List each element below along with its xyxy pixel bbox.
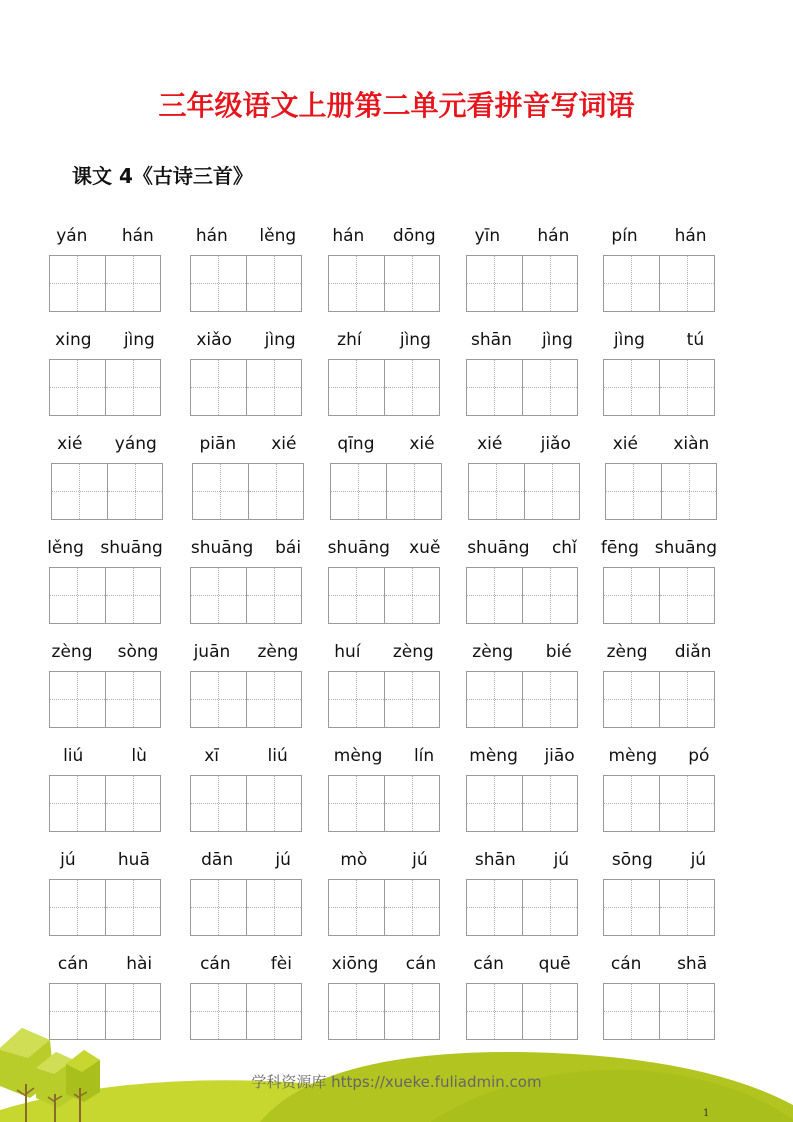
- word-item: [466, 849, 578, 939]
- writing-grid[interactable]: [466, 879, 578, 936]
- pinyin-label: [456, 849, 588, 871]
- word-item: [603, 641, 715, 731]
- pinyin-syllable: cán: [200, 954, 231, 974]
- word-item: [603, 329, 715, 419]
- writing-grid[interactable]: [466, 567, 578, 624]
- pinyin-syllable: shān: [474, 850, 516, 870]
- word-item: [190, 329, 302, 419]
- pinyin-syllable: xuě: [409, 538, 441, 558]
- writing-cell[interactable]: [661, 464, 716, 519]
- pinyin-syllable: zèng: [606, 642, 648, 662]
- writing-cell[interactable]: [384, 672, 439, 727]
- writing-cell[interactable]: [105, 776, 160, 831]
- writing-cell[interactable]: [384, 568, 439, 623]
- pinyin-label: [39, 225, 171, 247]
- pinyin-syllable: yáng: [114, 434, 157, 454]
- pinyin-syllable: fēng: [600, 538, 639, 558]
- pinyin-syllable: tú: [686, 330, 705, 350]
- writing-grid[interactable]: [468, 463, 580, 520]
- pinyin-syllable: hán: [332, 226, 365, 246]
- writing-cell[interactable]: [329, 776, 384, 831]
- pinyin-syllable: liú: [267, 746, 288, 766]
- word-item: [49, 745, 161, 835]
- word-item: [603, 849, 715, 939]
- writing-grid[interactable]: [466, 255, 578, 312]
- word-item: [603, 745, 715, 835]
- word-item: [328, 745, 440, 835]
- writing-cell[interactable]: [469, 464, 524, 519]
- pinyin-label: [180, 225, 312, 247]
- word-item: [328, 225, 440, 315]
- word-item: [51, 433, 163, 523]
- pinyin-syllable: mèng: [469, 746, 518, 766]
- pinyin-syllable: shuāng: [327, 538, 390, 558]
- pinyin-syllable: quē: [538, 954, 571, 974]
- pinyin-syllable: lín: [413, 746, 435, 766]
- word-item: [49, 225, 161, 315]
- pinyin-syllable: shuāng: [190, 538, 254, 558]
- writing-grid[interactable]: [330, 463, 442, 520]
- pinyin-syllable: xiǎo: [196, 330, 232, 350]
- writing-grid[interactable]: [603, 567, 715, 624]
- writing-cell[interactable]: [191, 360, 246, 415]
- writing-cell[interactable]: [659, 256, 714, 311]
- pinyin-label: [456, 537, 588, 559]
- pinyin-label: [180, 745, 312, 767]
- word-item: [190, 225, 302, 315]
- pinyin-syllable: shuāng: [467, 538, 530, 558]
- page-title: 三年级语文上册第二单元看拼音写词语: [158, 89, 635, 122]
- pinyin-label: [180, 953, 312, 975]
- pinyin-syllable: lù: [131, 746, 147, 766]
- pinyin-syllable: piān: [199, 434, 237, 454]
- pinyin-label: [39, 849, 171, 871]
- writing-cell[interactable]: [191, 568, 246, 623]
- writing-grid[interactable]: [328, 359, 440, 416]
- writing-cell[interactable]: [105, 360, 160, 415]
- writing-cell[interactable]: [329, 880, 384, 935]
- pinyin-syllable: hán: [537, 226, 570, 246]
- pinyin-label: [39, 537, 171, 559]
- writing-cell[interactable]: [659, 360, 714, 415]
- pinyin-label: [320, 433, 452, 455]
- pinyin-label: [318, 329, 450, 351]
- pinyin-label: [180, 537, 312, 559]
- writing-grid[interactable]: [466, 671, 578, 728]
- lesson-heading: 课文 4《古诗三首》: [72, 164, 253, 188]
- pinyin-label: [180, 329, 312, 351]
- word-item: [49, 849, 161, 939]
- writing-cell[interactable]: [246, 880, 301, 935]
- word-item: [49, 537, 161, 627]
- word-item: [190, 537, 302, 627]
- word-item: [328, 641, 440, 731]
- word-item: [466, 537, 578, 627]
- writing-grid[interactable]: [603, 255, 715, 312]
- pinyin-syllable: fèi: [270, 954, 292, 974]
- writing-grid[interactable]: [603, 671, 715, 728]
- pinyin-syllable: sōng: [611, 850, 653, 870]
- writing-grid[interactable]: [49, 775, 161, 832]
- writing-cell[interactable]: [604, 672, 659, 727]
- word-item: [190, 641, 302, 731]
- writing-cell[interactable]: [105, 568, 160, 623]
- writing-grid[interactable]: [49, 359, 161, 416]
- writing-cell[interactable]: [191, 776, 246, 831]
- writing-grid[interactable]: [190, 879, 302, 936]
- pinyin-syllable: mèng: [608, 746, 658, 766]
- pinyin-syllable: xié: [612, 434, 638, 454]
- writing-grid[interactable]: [192, 463, 304, 520]
- pinyin-syllable: yīn: [474, 226, 501, 246]
- pinyin-label: [41, 433, 173, 455]
- pinyin-syllable: dān: [201, 850, 234, 870]
- writing-cell[interactable]: [246, 256, 301, 311]
- writing-cell[interactable]: [248, 464, 303, 519]
- pinyin-label: [318, 953, 450, 975]
- pinyin-syllable: hán: [121, 226, 154, 246]
- pinyin-syllable: yán: [56, 226, 88, 246]
- writing-cell[interactable]: [105, 672, 160, 727]
- writing-cell[interactable]: [604, 256, 659, 311]
- writing-cell[interactable]: [659, 672, 714, 727]
- pinyin-label: [593, 329, 725, 351]
- pinyin-label: [39, 953, 171, 975]
- writing-grid[interactable]: [49, 255, 161, 312]
- writing-grid[interactable]: [328, 671, 440, 728]
- writing-cell[interactable]: [384, 360, 439, 415]
- writing-cell[interactable]: [386, 464, 441, 519]
- pinyin-syllable: jú: [275, 850, 291, 870]
- writing-cell[interactable]: [191, 256, 246, 311]
- writing-grid[interactable]: [190, 359, 302, 416]
- word-item: [192, 433, 304, 523]
- pinyin-label: [593, 225, 725, 247]
- pinyin-syllable: zhí: [337, 330, 362, 350]
- writing-cell[interactable]: [246, 568, 301, 623]
- pinyin-label: [456, 329, 588, 351]
- pinyin-syllable: bié: [545, 642, 572, 662]
- writing-cell[interactable]: [604, 776, 659, 831]
- pinyin-syllable: jú: [412, 850, 428, 870]
- pinyin-syllable: pó: [688, 746, 710, 766]
- pinyin-syllable: xiàn: [673, 434, 710, 454]
- pinyin-syllable: xié: [409, 434, 435, 454]
- pinyin-syllable: jìng: [613, 330, 645, 350]
- writing-grid[interactable]: [49, 567, 161, 624]
- writing-grid[interactable]: [603, 879, 715, 936]
- pinyin-label: [593, 745, 725, 767]
- word-item: [466, 745, 578, 835]
- pinyin-syllable: pín: [611, 226, 638, 246]
- footer-landscape-illustration: [0, 1010, 793, 1122]
- pinyin-syllable: zèng: [472, 642, 514, 662]
- writing-cell[interactable]: [467, 672, 522, 727]
- pinyin-label: [39, 329, 171, 351]
- writing-cell[interactable]: [329, 256, 384, 311]
- word-item: [49, 641, 161, 731]
- writing-cell[interactable]: [50, 568, 105, 623]
- pinyin-syllable: cán: [405, 954, 437, 974]
- page-number: 1: [703, 1108, 710, 1119]
- writing-grid[interactable]: [328, 879, 440, 936]
- writing-grid[interactable]: [328, 775, 440, 832]
- pinyin-syllable: cán: [610, 954, 642, 974]
- pinyin-label: [318, 745, 450, 767]
- pinyin-syllable: lěng: [259, 226, 297, 246]
- writing-grid[interactable]: [190, 255, 302, 312]
- word-item: [600, 537, 718, 627]
- writing-cell[interactable]: [384, 776, 439, 831]
- writing-cell[interactable]: [50, 672, 105, 727]
- pinyin-syllable: huā: [117, 850, 150, 870]
- pinyin-syllable: chǐ: [551, 538, 577, 558]
- pinyin-syllable: jìng: [541, 330, 573, 350]
- pinyin-label: [456, 641, 588, 663]
- writing-cell[interactable]: [329, 568, 384, 623]
- writing-cell[interactable]: [105, 256, 160, 311]
- writing-cell[interactable]: [50, 880, 105, 935]
- word-item: [330, 433, 442, 523]
- writing-cell[interactable]: [384, 880, 439, 935]
- word-item: [468, 433, 580, 523]
- writing-grid[interactable]: [603, 359, 715, 416]
- writing-cell[interactable]: [384, 256, 439, 311]
- writing-cell[interactable]: [105, 880, 160, 935]
- pinyin-syllable: mò: [340, 850, 368, 870]
- writing-grid[interactable]: [605, 463, 717, 520]
- writing-cell[interactable]: [467, 776, 522, 831]
- word-item: [466, 225, 578, 315]
- writing-grid[interactable]: [51, 463, 163, 520]
- writing-cell[interactable]: [191, 880, 246, 935]
- pinyin-syllable: hán: [674, 226, 707, 246]
- pinyin-syllable: zèng: [392, 642, 434, 662]
- pinyin-syllable: xiōng: [331, 954, 379, 974]
- writing-cell[interactable]: [107, 464, 162, 519]
- pinyin-syllable: mèng: [333, 746, 383, 766]
- writing-cell[interactable]: [524, 464, 579, 519]
- pinyin-syllable: hài: [126, 954, 153, 974]
- pinyin-syllable: jú: [60, 850, 76, 870]
- pinyin-syllable: jú: [690, 850, 707, 870]
- pinyin-syllable: jiāo: [544, 746, 575, 766]
- pinyin-label: [593, 849, 725, 871]
- writing-grid[interactable]: [328, 255, 440, 312]
- pinyin-syllable: xié: [271, 434, 297, 454]
- pinyin-label: [456, 953, 588, 975]
- writing-cell[interactable]: [659, 776, 714, 831]
- pinyin-syllable: liú: [63, 746, 84, 766]
- word-item: [190, 849, 302, 939]
- pinyin-label: [180, 849, 312, 871]
- writing-cell[interactable]: [522, 568, 577, 623]
- pinyin-syllable: zèng: [51, 642, 93, 662]
- pinyin-label: [318, 641, 450, 663]
- word-item: [466, 641, 578, 731]
- pinyin-syllable: xing: [55, 330, 92, 350]
- writing-grid[interactable]: [466, 775, 578, 832]
- pinyin-syllable: xī: [204, 746, 220, 766]
- pinyin-syllable: diǎn: [674, 642, 712, 662]
- pinyin-syllable: sòng: [117, 642, 159, 662]
- writing-grid[interactable]: [190, 671, 302, 728]
- pinyin-label: [593, 953, 725, 975]
- writing-cell[interactable]: [522, 672, 577, 727]
- writing-grid[interactable]: [466, 359, 578, 416]
- pinyin-syllable: shuāng: [100, 538, 163, 558]
- writing-grid[interactable]: [603, 775, 715, 832]
- pinyin-label: [456, 225, 588, 247]
- word-item: [605, 433, 717, 523]
- word-item: [603, 225, 715, 315]
- pinyin-syllable: jú: [553, 850, 570, 870]
- word-item: [49, 329, 161, 419]
- pinyin-syllable: shān: [471, 330, 512, 350]
- writing-cell[interactable]: [659, 568, 714, 623]
- pinyin-label: [39, 745, 171, 767]
- word-item: [466, 329, 578, 419]
- writing-cell[interactable]: [467, 568, 522, 623]
- writing-grid[interactable]: [49, 879, 161, 936]
- writing-cell[interactable]: [50, 776, 105, 831]
- writing-cell[interactable]: [193, 464, 248, 519]
- writing-cell[interactable]: [467, 880, 522, 935]
- writing-cell[interactable]: [329, 672, 384, 727]
- writing-cell[interactable]: [50, 360, 105, 415]
- writing-cell[interactable]: [246, 776, 301, 831]
- pinyin-syllable: xié: [477, 434, 503, 454]
- word-item: [328, 849, 440, 939]
- pinyin-syllable: jìng: [399, 330, 431, 350]
- pinyin-label: [318, 225, 450, 247]
- writing-grid[interactable]: [328, 567, 440, 624]
- writing-cell[interactable]: [52, 464, 107, 519]
- writing-cell[interactable]: [604, 568, 659, 623]
- pinyin-syllable: jìng: [123, 330, 155, 350]
- word-item: [328, 537, 440, 627]
- writing-cell[interactable]: [522, 256, 577, 311]
- pinyin-label: [182, 433, 314, 455]
- pinyin-syllable: jiǎo: [540, 434, 571, 454]
- word-item: [328, 329, 440, 419]
- writing-cell[interactable]: [329, 360, 384, 415]
- pinyin-syllable: shuāng: [654, 538, 718, 558]
- writing-grid[interactable]: [190, 775, 302, 832]
- pinyin-syllable: cán: [57, 954, 89, 974]
- pinyin-syllable: bái: [275, 538, 302, 558]
- pinyin-label: [318, 537, 450, 559]
- writing-cell[interactable]: [606, 464, 661, 519]
- writing-grid[interactable]: [190, 567, 302, 624]
- pinyin-syllable: xié: [57, 434, 83, 454]
- pinyin-syllable: dōng: [392, 226, 436, 246]
- pinyin-syllable: lěng: [47, 538, 84, 558]
- pinyin-syllable: jìng: [264, 330, 296, 350]
- pinyin-label: [458, 433, 590, 455]
- writing-cell[interactable]: [246, 360, 301, 415]
- writing-cell[interactable]: [331, 464, 386, 519]
- word-item: [190, 745, 302, 835]
- pinyin-label: [593, 641, 725, 663]
- pinyin-syllable: zèng: [257, 642, 299, 662]
- writing-cell[interactable]: [522, 776, 577, 831]
- writing-cell[interactable]: [467, 360, 522, 415]
- writing-cell[interactable]: [522, 360, 577, 415]
- pinyin-label: [593, 537, 725, 559]
- writing-cell[interactable]: [246, 672, 301, 727]
- writing-cell[interactable]: [467, 256, 522, 311]
- pinyin-syllable: huí: [334, 642, 361, 662]
- pinyin-label: [39, 641, 171, 663]
- writing-cell[interactable]: [50, 256, 105, 311]
- pinyin-label: [456, 745, 588, 767]
- writing-cell[interactable]: [191, 672, 246, 727]
- writing-cell[interactable]: [522, 880, 577, 935]
- writing-cell[interactable]: [604, 880, 659, 935]
- pinyin-syllable: cán: [473, 954, 504, 974]
- writing-grid[interactable]: [49, 671, 161, 728]
- pinyin-label: [180, 641, 312, 663]
- watermark-text: 学科资源库 https://xueke.fuliadmin.com: [251, 1073, 542, 1091]
- pinyin-label: [595, 433, 727, 455]
- pinyin-syllable: hán: [195, 226, 228, 246]
- writing-cell[interactable]: [604, 360, 659, 415]
- pinyin-syllable: qīng: [337, 434, 375, 454]
- pinyin-syllable: shā: [677, 954, 708, 974]
- writing-cell[interactable]: [659, 880, 714, 935]
- pinyin-syllable: juān: [193, 642, 231, 662]
- pinyin-label: [318, 849, 450, 871]
